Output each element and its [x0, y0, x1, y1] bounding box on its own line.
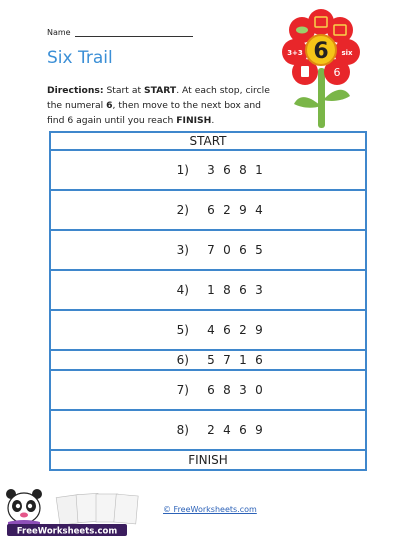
digit[interactable]: 2: [223, 203, 231, 217]
digit[interactable]: 1: [255, 163, 263, 177]
row-number: 2): [176, 203, 189, 217]
trail-row-5: [49, 311, 367, 351]
row-digits: [203, 383, 267, 397]
page-title: Six Trail: [47, 48, 113, 68]
digit[interactable]: 3: [255, 283, 263, 297]
row-digits: [203, 353, 267, 367]
directions-part: , then move to the next box and find 6 again until you reach: [47, 100, 262, 126]
flower-center-numeral: 6: [313, 39, 329, 64]
digit[interactable]: 9: [255, 323, 263, 337]
name-field-row: [47, 28, 193, 37]
digit[interactable]: 3: [239, 383, 247, 397]
directions-part: Start at: [103, 85, 144, 96]
digit[interactable]: 6: [207, 203, 215, 217]
petal-word: six: [341, 49, 353, 57]
trail-row-3: [49, 231, 367, 271]
freeworksheets-logo: [3, 488, 153, 538]
row-number: 5): [176, 323, 189, 337]
petal-sum: 3+3: [287, 49, 303, 57]
digit[interactable]: 8: [239, 163, 247, 177]
digit[interactable]: 9: [255, 423, 263, 437]
digit[interactable]: 5: [207, 353, 215, 367]
row-digits: [203, 423, 267, 437]
digit[interactable]: 2: [207, 423, 215, 437]
digit[interactable]: 6: [207, 383, 215, 397]
row-digits: [203, 203, 267, 217]
digit[interactable]: 6: [223, 163, 231, 177]
trail-row-4: [49, 271, 367, 311]
row-digits: [203, 243, 267, 257]
finish-box: FINISH: [49, 451, 367, 471]
row-digits: [203, 283, 267, 297]
row-number: 7): [176, 383, 189, 397]
directions-numeral: 6: [106, 100, 113, 111]
directions-label: Directions:: [47, 85, 104, 96]
row-digits: [203, 163, 267, 177]
directions-part: .: [211, 115, 215, 126]
leaf-right: [323, 90, 350, 101]
digit[interactable]: 0: [255, 383, 263, 397]
row-number: 6): [176, 353, 189, 367]
digit[interactable]: 7: [223, 353, 231, 367]
digit[interactable]: 3: [207, 163, 215, 177]
digit[interactable]: 1: [207, 283, 215, 297]
trail-row-6: [49, 351, 367, 371]
six-trail-boxes: [49, 131, 367, 471]
stem: [318, 68, 325, 128]
digit[interactable]: 6: [239, 283, 247, 297]
digit[interactable]: 6: [239, 243, 247, 257]
name-line[interactable]: [75, 28, 193, 37]
row-number: 4): [176, 283, 189, 297]
trail-row-2: [49, 191, 367, 231]
digit[interactable]: 0: [223, 243, 231, 257]
trail-row-8: [49, 411, 367, 451]
digit[interactable]: 7: [207, 243, 215, 257]
directions-part: . At each stop, circle the numeral: [47, 85, 270, 111]
worksheet-stack-icon: [56, 493, 138, 525]
digit[interactable]: 6: [255, 353, 263, 367]
digit[interactable]: 5: [255, 243, 263, 257]
row-number: 3): [176, 243, 189, 257]
digit[interactable]: 9: [239, 203, 247, 217]
row-number: 1): [176, 163, 189, 177]
digit[interactable]: 4: [207, 323, 215, 337]
digit[interactable]: 6: [223, 323, 231, 337]
trail-row-1: [49, 151, 367, 191]
directions-start-word: START: [143, 85, 177, 96]
start-box: START: [49, 131, 367, 151]
row-digits: [203, 323, 267, 337]
copyright-link[interactable]: © FreeWorksheets.com: [163, 505, 257, 514]
directions-text: [47, 83, 275, 128]
digit[interactable]: 4: [255, 203, 263, 217]
panda-mascot-icon: [6, 489, 42, 528]
digit[interactable]: 8: [223, 383, 231, 397]
directions-finish-word: FINISH: [176, 115, 212, 126]
logo-text: FreeWorksheets.com: [16, 526, 118, 537]
digit[interactable]: 4: [223, 423, 231, 437]
flower-illustration: [276, 8, 366, 130]
digit[interactable]: 1: [239, 353, 247, 367]
digit[interactable]: 6: [239, 423, 247, 437]
row-number: 8): [176, 423, 189, 437]
name-label: Name: [47, 28, 71, 37]
trail-row-7: [49, 371, 367, 411]
leaf-left: [294, 97, 321, 108]
digit[interactable]: 8: [223, 283, 231, 297]
digit[interactable]: 2: [239, 323, 247, 337]
petal-digit: 6: [333, 66, 341, 79]
